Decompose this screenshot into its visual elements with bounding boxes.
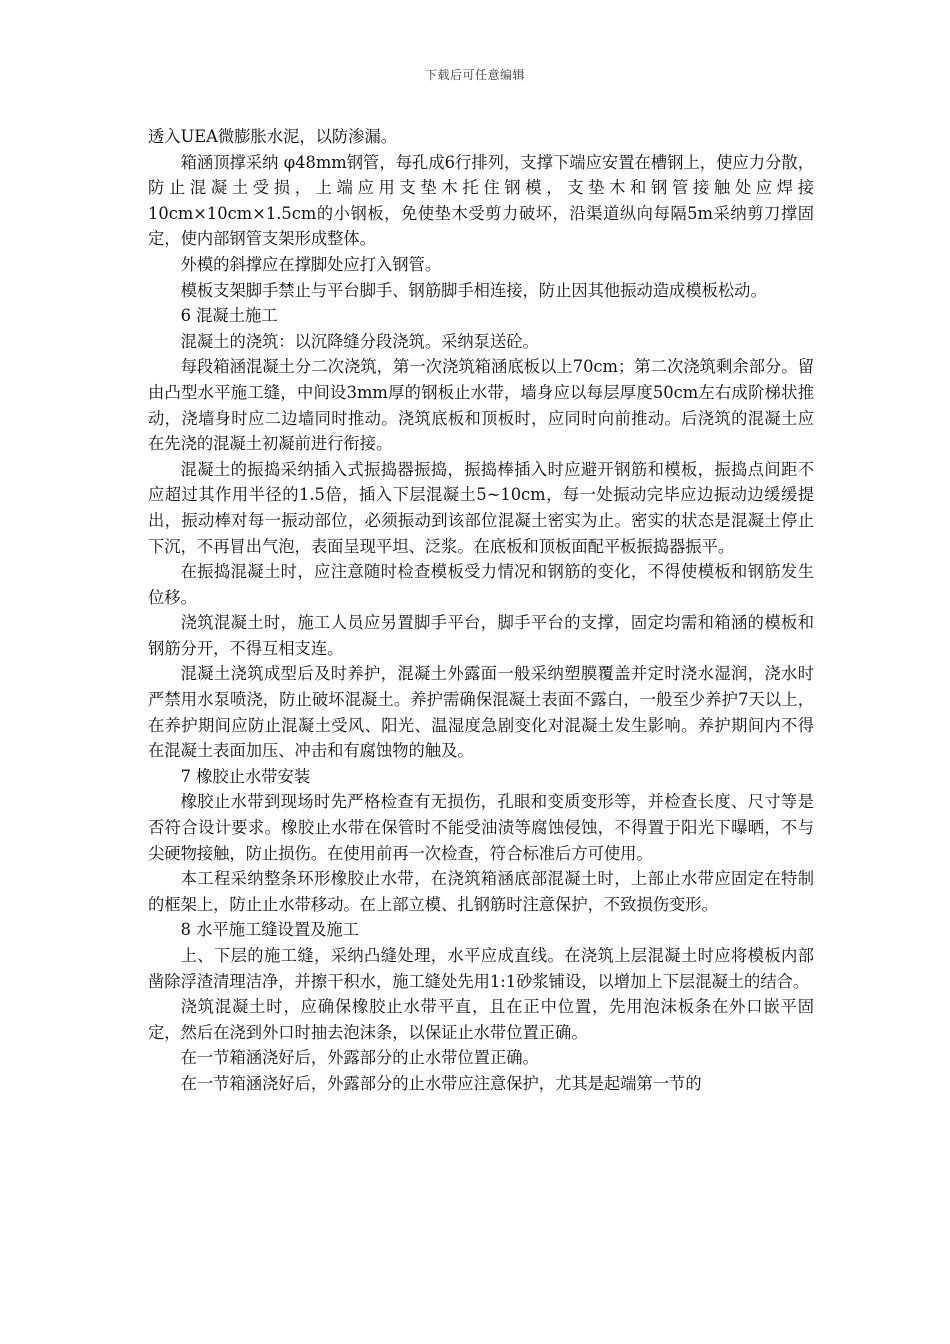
paragraph-continuation: 透入UEA微膨胀水泥，以防渗漏。 xyxy=(148,127,398,146)
paragraph-scaffold: 模板支架脚手禁止与平台脚手、钢筋脚手相连接，防止因其他振动造成模板松动。 xyxy=(180,280,767,300)
paragraph-platform: 浇筑混凝土时，施工人员应另置脚手平台，脚手平台的支撑，固定均需和箱涵的模板和钢筋分开，不得互相支连。 xyxy=(148,613,814,658)
paragraph-protection: 在一节箱涵浇好后，外露部分的止水带应注意保护，尤其是起端第一节的 xyxy=(180,1073,702,1093)
paragraph-two-stage-pour: 每段箱涵混凝土分二次浇筑，第一次浇筑箱涵底板以上70cm；第二次浇筑剩余部分。留由凸型水平施工缝，中间设3mm厚的钢板止水带，墙身应以每层厚度50cm左右成阶梯状推动，浇墙身时应二边墙同时推动。浇筑底板和顶板时，应同时向前推动。后浇筑的混凝土应在先浇的混凝土初凝前进行衔接。 xyxy=(148,357,814,454)
paragraph-waterstop-position: 浇筑混凝土时，应确保橡胶止水带平直，且在正中位置，先用泡沫板条在外口嵌平固定，然后在浇到外口时抽去泡沫条，以保证止水带位置正确。 xyxy=(148,997,814,1042)
paragraph-curing: 混凝土浇筑成型后及时养护，混凝土外露面一般采纳塑膜覆盖并定时浇水湿润，浇水时严禁用水泵喷浇，防止破坏混凝土。养护需确保混凝土表面不露白，一般至少养护7天以上，在养护期间应防止混凝土受风、阳光、温湿度急剧变化对混凝土发生影响。养护期间内不得在混凝土表面加压、冲击和有腐蚀物的触及。 xyxy=(148,664,814,761)
section-heading-joints: 8 水平施工缝设置及施工 xyxy=(180,920,359,940)
paragraph-joint-treatment: 上、下层的施工缝，采纳凸缝处理，水平应成直线。在浇筑上层混凝土时应将模板内部凿除浮渣清理洁净，并擦干积水，施工缝处先用1:1砂浆铺设，以增加上下层混凝土的结合。 xyxy=(148,946,814,991)
paragraph-vibration: 混凝土的振捣采纳插入式振捣器振捣，振捣棒插入时应避开钢筋和模板，振捣点间距不应超过其作用半径的1.5倍，插入下层混凝土5~10cm，每一处振动完毕应边振动边缓缓提出，振动棒对每一振动部位，必须振动到该部位混凝土密实为止。密实的状态是混凝土停止下沉，不再冒出气泡，表面呈现平坦、泛浆。在底板和顶板面配平板振捣器振平。 xyxy=(148,459,814,556)
paragraph-after-pour: 在一节箱涵浇好后，外露部分的止水带位置正确。 xyxy=(180,1048,539,1068)
section-heading-concrete: 6 混凝土施工 xyxy=(180,306,278,326)
paragraph-waterstop-check: 橡胶止水带到现场时先严格检查有无损伤，孔眼和变质变形等，并检查长度、尺寸等是否符合设计要求。橡胶止水带在保管时不能受油渍等腐蚀侵蚀，不得置于阳光下曝晒，不与尖硬物接触，防止损伤。在使用前再一次检查，符合标准后方可使用。 xyxy=(148,792,814,863)
paragraph-waterstop-ring: 本工程采纳整条环形橡胶止水带，在浇筑箱涵底部混凝土时，上部止水带应固定在特制的框架上，防止止水带移动。在上部立模、扎钢筋时注意保护，不致损伤变形。 xyxy=(148,869,814,914)
document-body xyxy=(148,124,814,1097)
paragraph-inspection: 在振捣混凝土时，应注意随时检查模板受力情况和钢筋的变化，不得使模板和钢筋发生位移。 xyxy=(148,562,814,607)
paragraph-pouring: 混凝土的浇筑：以沉降缝分段浇筑。采纳泵送砼。 xyxy=(180,331,539,351)
paragraph-outer-formwork: 外模的斜撑应在撑脚处应打入钢管。 xyxy=(180,254,442,274)
paragraph-roof-support: 箱涵顶撑采纳 φ48mm钢管，每孔成6行排列，支撑下端应安置在槽钢上，使应力分散，防止混凝土受损，上端应用支垫木托住钢模，支垫木和钢管接触处应焊接10cm×10cm×1.5cm的小钢板，免使垫木受剪力破坏，沿渠道纵向每隔5m采纳剪刀撑固定，使内部钢管支架形成整体。 xyxy=(148,152,814,249)
section-heading-waterstop: 7 橡胶止水带安装 xyxy=(180,766,311,786)
page-header: 下载后可任意编辑 xyxy=(424,68,525,82)
